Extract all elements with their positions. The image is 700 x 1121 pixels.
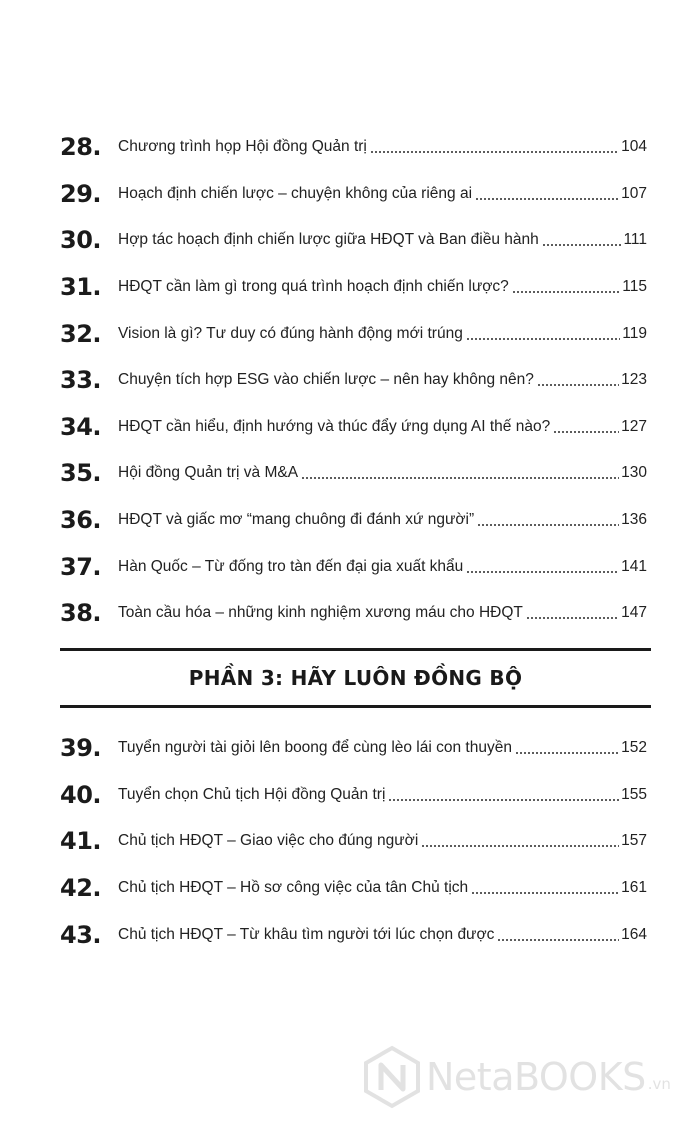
entry-title: Toàn cầu hóa – những kinh nghiệm xương máu cho HĐQT xyxy=(118,604,523,622)
entry-page: 123 xyxy=(621,371,647,389)
entry-title: Tuyển người tài giỏi lên boong để cùng lèo lái con thuyền xyxy=(118,739,512,757)
toc-entry[interactable] xyxy=(60,543,647,590)
entry-page: 111 xyxy=(623,231,647,249)
entry-page: 107 xyxy=(621,184,647,202)
toc-entry[interactable] xyxy=(60,865,647,912)
entry-number: 42. xyxy=(60,874,102,903)
toc-entry[interactable] xyxy=(60,171,647,218)
entry-page: 152 xyxy=(621,739,647,757)
entry-page: 155 xyxy=(621,785,647,803)
entry-page: 147 xyxy=(621,604,647,622)
entry-page: 127 xyxy=(621,417,647,435)
entry-title: Chương trình họp Hội đồng Quản trị xyxy=(118,138,367,156)
entry-title: Hàn Quốc – Từ đống tro tàn đến đại gia xuất khẩu xyxy=(118,557,464,575)
toc-entry[interactable] xyxy=(60,217,647,264)
entry-number: 32. xyxy=(60,319,102,348)
dot-leader xyxy=(477,516,619,534)
toc-entry[interactable] xyxy=(60,404,647,451)
toc-entry[interactable] xyxy=(60,497,647,544)
entry-title: HĐQT và giấc mơ “mang chuông đi đánh xứ người” xyxy=(118,511,475,529)
entry-page: 104 xyxy=(621,138,647,156)
watermark-suffix: .vn xyxy=(647,1075,671,1093)
entry-number: 39. xyxy=(60,734,102,763)
entry-number: 34. xyxy=(60,412,102,441)
entry-number: 43. xyxy=(60,920,102,949)
entry-title: Hợp tác hoạch định chiến lược giữa HĐQT và Ban điều hành xyxy=(118,231,539,249)
section-heading xyxy=(60,648,651,708)
toc-list-part3 xyxy=(60,725,647,958)
netabooks-watermark xyxy=(362,1042,682,1112)
entry-title: Tuyển chọn Chủ tịch Hội đồng Quản trị xyxy=(118,785,386,803)
entry-title: Vision là gì? Tư duy có đúng hành động mới trúng xyxy=(118,324,463,342)
entry-number: 40. xyxy=(60,780,102,809)
entry-page: 130 xyxy=(621,464,647,482)
dot-leader xyxy=(388,791,619,809)
dot-leader xyxy=(542,236,622,254)
dot-leader xyxy=(466,563,619,581)
toc-entry[interactable] xyxy=(60,590,647,637)
dot-leader xyxy=(471,884,619,902)
watermark-brand: NetaBOOKS xyxy=(426,1055,646,1099)
toc-entry[interactable] xyxy=(60,357,647,404)
entry-title: HĐQT cần làm gì trong quá trình hoạch định chiến lược? xyxy=(118,278,509,296)
entry-page: 141 xyxy=(621,557,647,575)
dot-leader xyxy=(497,931,619,949)
toc-entry[interactable] xyxy=(60,818,647,865)
dot-leader xyxy=(475,190,619,208)
toc-entry[interactable] xyxy=(60,772,647,819)
entry-page: 115 xyxy=(622,278,647,296)
entry-page: 164 xyxy=(621,925,647,943)
entry-title: Hội đồng Quản trị và M&A xyxy=(118,464,299,482)
entry-number: 29. xyxy=(60,179,102,208)
entry-number: 36. xyxy=(60,506,102,535)
entry-number: 41. xyxy=(60,827,102,856)
entry-page: 161 xyxy=(621,879,647,897)
dot-leader xyxy=(421,837,619,855)
dot-leader xyxy=(515,744,619,762)
dot-leader xyxy=(512,283,621,301)
toc-entry[interactable] xyxy=(60,124,647,171)
entry-number: 30. xyxy=(60,226,102,255)
entry-number: 38. xyxy=(60,599,102,628)
toc-list-part2 xyxy=(60,124,647,637)
entry-title: Chủ tịch HĐQT – Giao việc cho đúng người xyxy=(118,832,419,850)
dot-leader xyxy=(370,143,619,161)
toc-entry[interactable] xyxy=(60,725,647,772)
dot-leader xyxy=(301,469,619,487)
entry-page: 119 xyxy=(622,324,647,342)
entry-title: Chủ tịch HĐQT – Hồ sơ công việc của tân Chủ tịch xyxy=(118,879,469,897)
entry-number: 37. xyxy=(60,552,102,581)
entry-title: HĐQT cần hiểu, định hướng và thúc đẩy ứng dụng AI thế nào? xyxy=(118,417,551,435)
entry-title: Chuyện tích hợp ESG vào chiến lược – nên hay không nên? xyxy=(118,371,534,389)
section-title: PHẦN 3: HÃY LUÔN ĐỒNG BỘ xyxy=(188,666,523,690)
entry-page: 157 xyxy=(621,832,647,850)
entry-title: Hoạch định chiến lược – chuyện không của riêng ai xyxy=(118,184,473,202)
entry-number: 35. xyxy=(60,459,102,488)
toc-entry[interactable] xyxy=(60,450,647,497)
entry-number: 33. xyxy=(60,366,102,395)
entry-page: 136 xyxy=(621,511,647,529)
entry-title: Chủ tịch HĐQT – Từ khâu tìm người tới lúc chọn được xyxy=(118,925,495,943)
toc-entry[interactable] xyxy=(60,310,647,357)
dot-leader xyxy=(466,330,620,348)
hexagon-n-logo-icon xyxy=(362,1045,422,1109)
entry-number: 31. xyxy=(60,273,102,302)
entry-number: 28. xyxy=(60,133,102,162)
dot-leader xyxy=(537,376,619,394)
dot-leader xyxy=(553,423,619,441)
toc-entry[interactable] xyxy=(60,911,647,958)
dot-leader xyxy=(526,609,619,627)
toc-entry[interactable] xyxy=(60,264,647,311)
